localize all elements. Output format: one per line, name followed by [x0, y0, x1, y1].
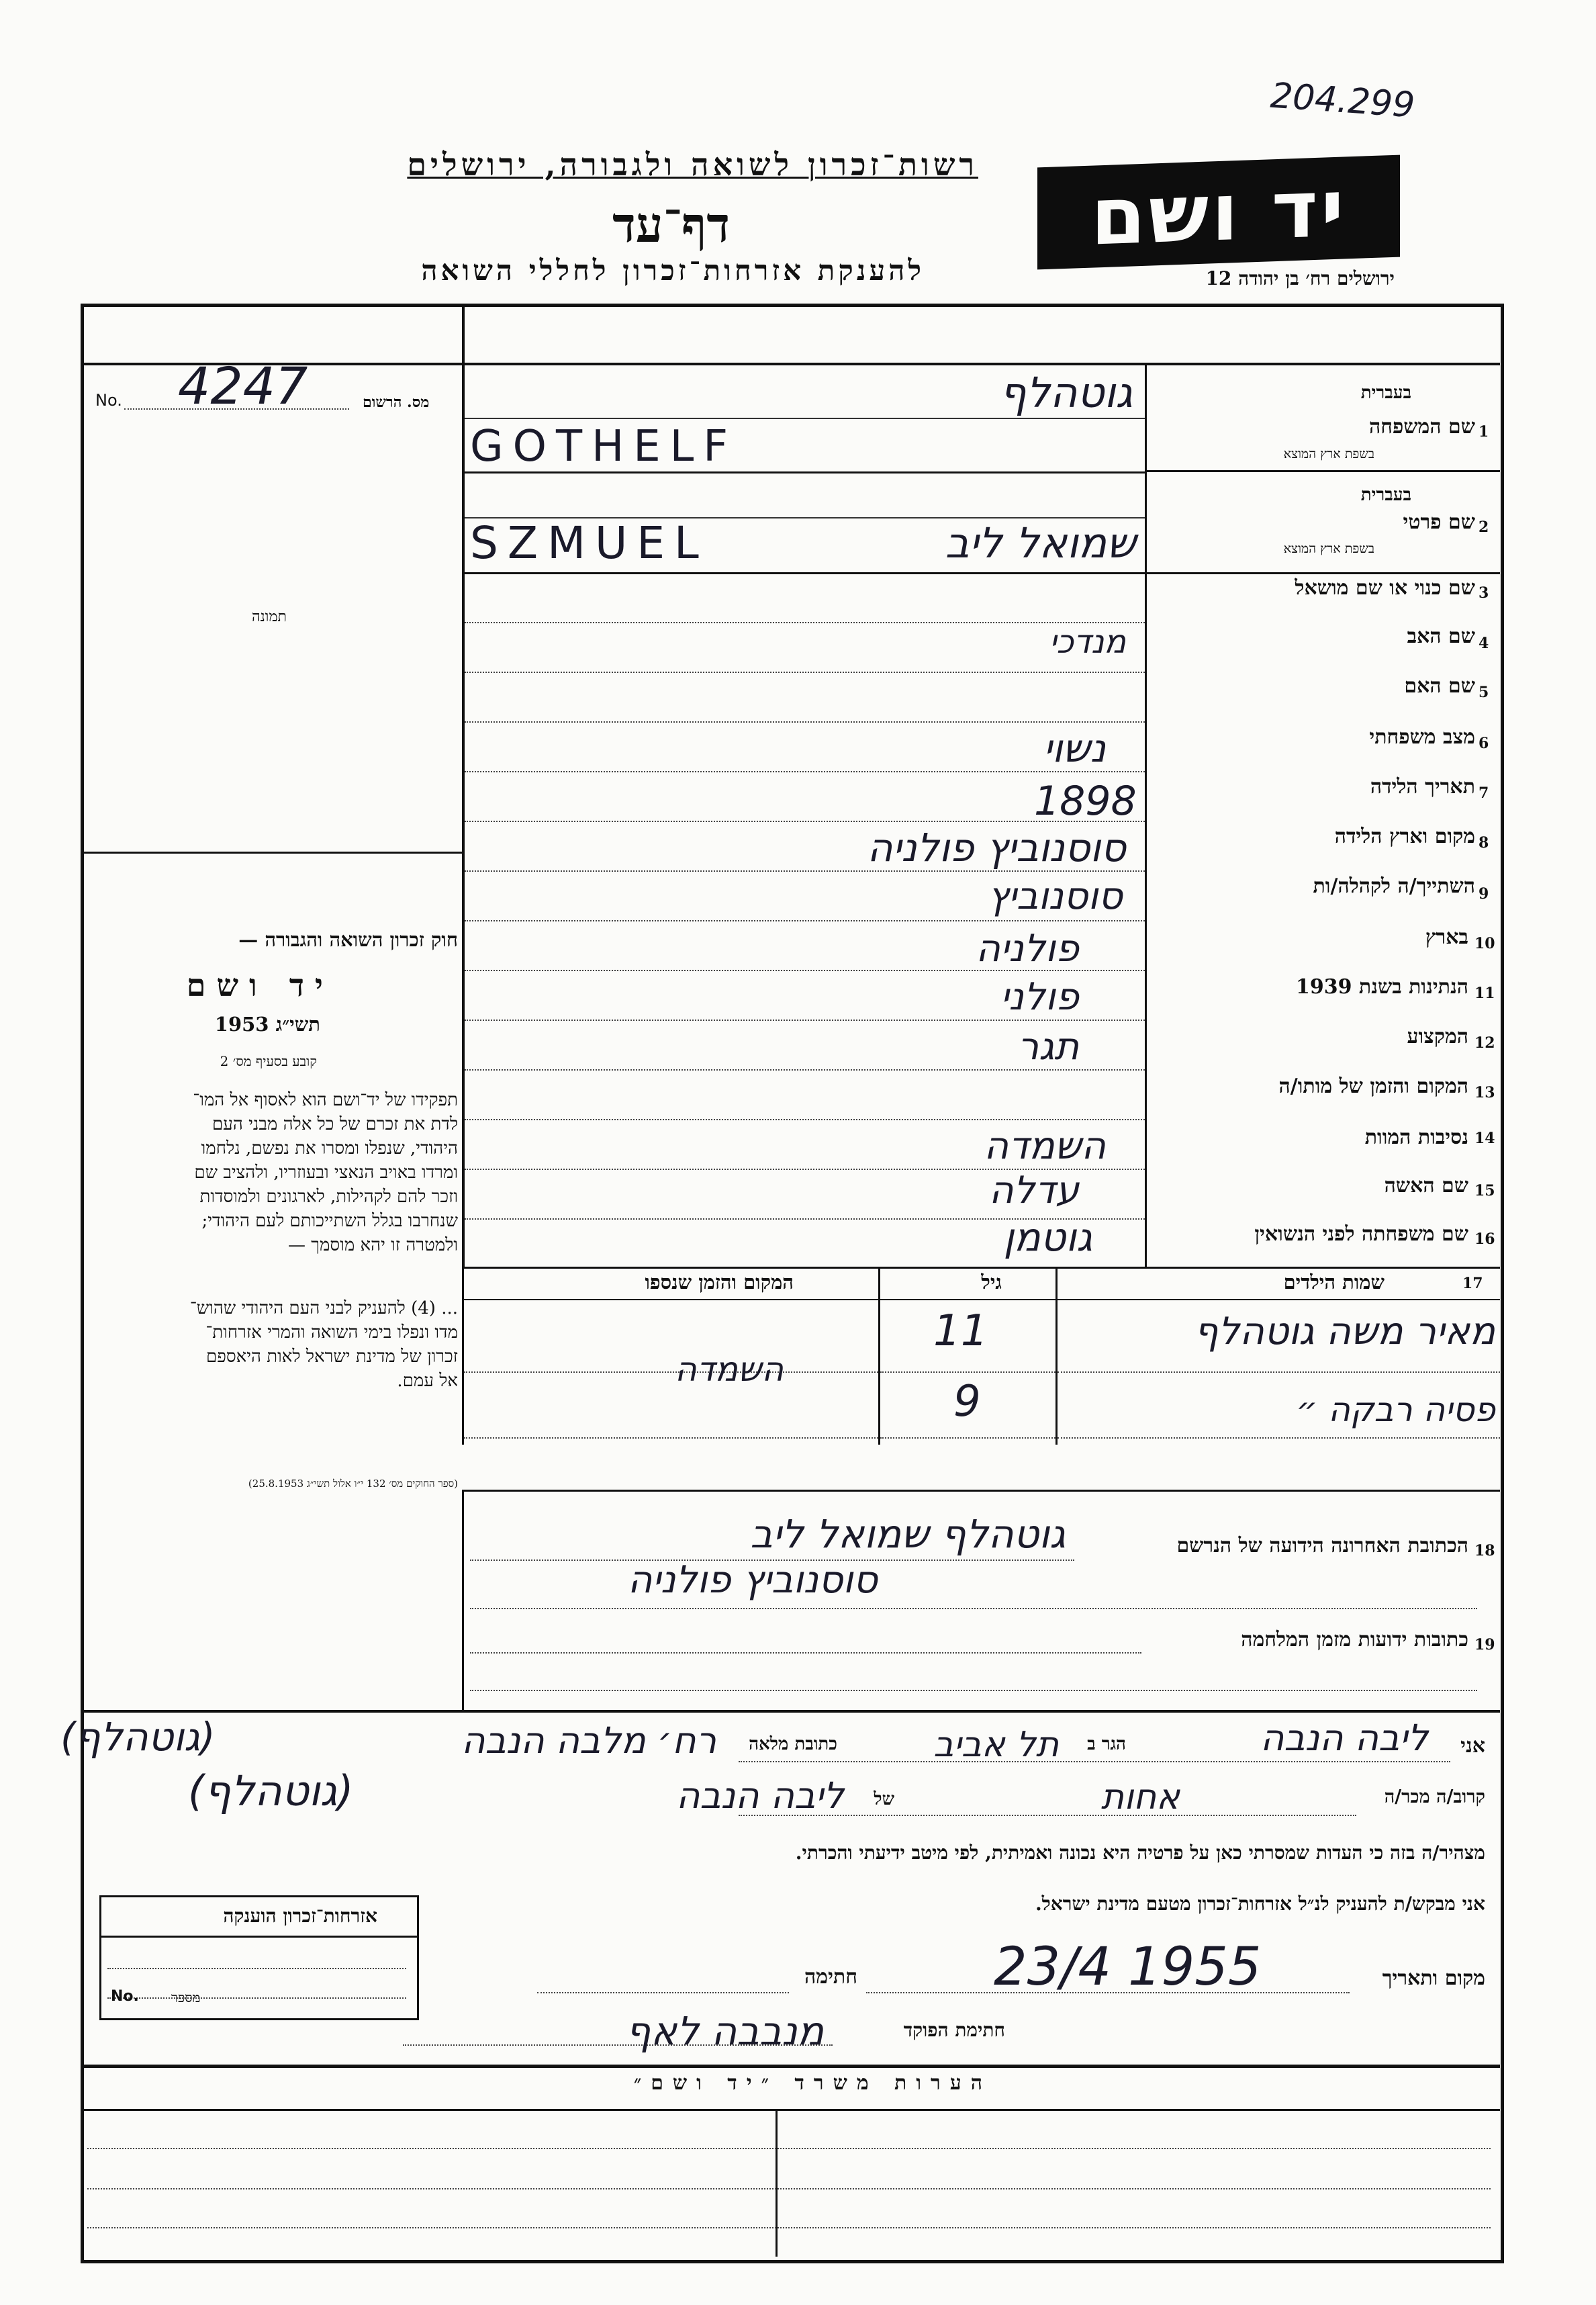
margin-note-2: (גוטהלף) — [188, 1766, 354, 1815]
field-1-sub-hebrew: בעברית — [1360, 383, 1411, 403]
form-title: דף־עד — [612, 196, 730, 253]
address-last-line-1: גוטהלף שמואל ליב — [750, 1511, 1066, 1557]
law-paragraph-2: ... (4) להעניק לבני העם היהודי שהוש־ מדו ונפלו בימי השואה והמרי אזרחות־ זכרון של מדינת ישראל לאות היאספם אל עמם. — [189, 1298, 458, 1391]
field-10-number: 10 — [1474, 935, 1495, 952]
field-11-number: 11 — [1474, 985, 1495, 1002]
address-war-label: כתובות ידועות מזמן המלחמה — [1241, 1628, 1468, 1652]
field-16-number: 16 — [1474, 1230, 1495, 1248]
law-paragraph-1: תפקידו של יד־ושם הוא לאסוף אל המו־ לדת את זכרם של כל אלה מבני העם היהודי, שנפלו ומסרו את נפשם, נלחמו ומרדו באויב הנאצי ובעוזריו, ולהציב שם וזכר להם לקהילות, לארגונים ולמוסדות שנחרבו בגלל השתייכותם לעם היהודי; ולמטרה זו יהא מוסמך — — [193, 1090, 458, 1255]
declarant-name: ליבה הנבה — [1260, 1717, 1428, 1759]
field-6-number: 6 — [1478, 735, 1489, 752]
law-clause: קובע בסעיף מס׳ 2 — [220, 1053, 317, 1069]
declarant-full-address: רח׳ מלבה הנבה — [461, 1719, 716, 1762]
field-15-number: 15 — [1474, 1182, 1495, 1200]
registration-number: 4247 — [178, 356, 308, 416]
father-name-value: מנדכי — [1049, 623, 1126, 661]
law-heading: חוק זכרון השואה והגבורה — — [238, 928, 458, 951]
address-last-label: הכתובת האחרונה הידועה של הנרשם — [1176, 1534, 1468, 1557]
death-circumstances-value: השמדה — [984, 1124, 1106, 1168]
given-name-origin-value: SZMUEL — [470, 517, 708, 569]
form-subtitle: להענקת אזרחות־זכרון לחללי השואה — [421, 254, 925, 287]
logo-text: יד ושם — [1090, 161, 1347, 263]
field-4-number: 4 — [1478, 635, 1489, 652]
children-col-age: גיל — [981, 1271, 1002, 1294]
declaration-date: 23/4 1955 — [994, 1937, 1262, 1997]
field-8-label: מקום וארץ הלידה — [1334, 825, 1475, 848]
corner-number: 204.299 — [1269, 75, 1416, 126]
officer-signature: מנבבה לאף — [626, 2008, 824, 2054]
law-year: תשי״ג 1953 — [214, 1013, 320, 1036]
field-2-label: שם פרטי — [1403, 510, 1475, 534]
nationality-1939-value: פולני — [1000, 975, 1079, 1019]
logo-address: ירושלים רח׳ בן יהודה 12 — [1205, 267, 1395, 289]
children-field-number: 17 — [1462, 1275, 1483, 1292]
law-citation: (ספר החוקים מס׳ 132 י״ו אלול תשי״ג 25.8.1953) — [248, 1478, 458, 1490]
address-war-number: 19 — [1474, 1636, 1495, 1654]
surname-hebrew-value: גוטהלף — [999, 368, 1133, 417]
citizenship-number-prefix: No. — [111, 1988, 139, 2005]
field-14-number: 14 — [1474, 1130, 1495, 1147]
full-address-label: כתובת מלאה — [749, 1734, 837, 1754]
citizenship-box-title: אזרחות־זכרון הוענקה — [223, 1905, 377, 1927]
declaration-resides-label: הגר ב — [1087, 1734, 1126, 1754]
place-date-label: מקום ותאריך — [1382, 1967, 1485, 1990]
address-last-line-2: סוסנוביץ פולניה — [627, 1558, 878, 1602]
relation-label: קרוב/ה מכר/ה — [1384, 1787, 1485, 1807]
field-8-number: 8 — [1478, 834, 1489, 852]
address-last-number: 18 — [1474, 1542, 1495, 1560]
field-3-label: שם כנוי או שם מושאל — [1295, 576, 1475, 600]
photo-label: תמונה — [252, 608, 287, 625]
authority-title: רשות־זכרון לשואה ולגבורה, ירושלים — [407, 146, 978, 183]
child-1-name: מאיר משה גוטהלף — [1194, 1310, 1495, 1353]
given-name-hebrew-value: שמואל ליב — [945, 518, 1136, 568]
declarant-city: תל אביב — [933, 1725, 1059, 1765]
children-col-names: שמות הילדים — [1283, 1271, 1384, 1294]
declaration-request: אני מבקש/ת להעניק לנ״ל אזרחות־זכרון מטעם מדינת ישראל. — [1035, 1893, 1485, 1915]
children-death-place: השמדה — [674, 1350, 784, 1389]
field-2-sub-hebrew: בעברית — [1360, 485, 1411, 505]
field-9-label: השתייך/ה לקהלה/ות — [1313, 874, 1475, 898]
yad-vashem-logo — [1037, 155, 1400, 270]
margin-note-1: (גוטהלף) — [60, 1714, 216, 1760]
law-name: יד ושם — [186, 967, 334, 1003]
marital-status-value: נשוי — [1043, 725, 1106, 771]
field-10-label: בארץ — [1425, 925, 1468, 949]
relation-value: אחות — [1100, 1777, 1180, 1817]
birth-date-value: 1898 — [1034, 778, 1137, 825]
field-14-label: נסיבות המוות — [1364, 1126, 1468, 1149]
field-1-sub-origin: בשפת ארץ המוצא — [1283, 447, 1374, 461]
field-2-number: 2 — [1478, 518, 1489, 536]
child-1-age: 11 — [933, 1306, 988, 1356]
field-13-number: 13 — [1474, 1084, 1495, 1101]
field-5-number: 5 — [1478, 684, 1489, 701]
child-2-age: 9 — [953, 1377, 981, 1427]
field-13-label: המקום והזמן של מותו/ה — [1278, 1075, 1468, 1098]
field-12-number: 12 — [1474, 1034, 1495, 1052]
citizenship-number-label: מספר — [171, 1989, 201, 2005]
wife-maiden-name-value: גוטמן — [1003, 1214, 1092, 1260]
officer-signature-label: חתימת הפוקד — [903, 2019, 1005, 2041]
signature-label: חתימה — [804, 1965, 857, 1989]
community-value: סוסנוביץ — [988, 874, 1123, 918]
field-7-number: 7 — [1478, 784, 1489, 802]
field-16-label: שם משפחתה לפני הנשואין — [1254, 1222, 1468, 1246]
declaration-statement: מצהיר/ה בזה כי העדות שמסרתי כאן על פרטיה היא נכונה ואמיתית, לפי מיטב ידיעתי והכרתי. — [795, 1842, 1485, 1864]
field-1-label: שם המשפחה — [1368, 415, 1475, 439]
field-6-label: מצב משפחתי — [1369, 725, 1475, 749]
surname-origin-value: GOTHELF — [470, 422, 738, 471]
of-name-value: ליבה הנבה — [676, 1774, 844, 1817]
field-4-label: שם האב — [1407, 625, 1475, 648]
wife-name-value: עדלה — [988, 1169, 1079, 1212]
field-12-label: המקצוע — [1407, 1025, 1468, 1048]
field-11-label: הנתינות בשנת 1939 — [1295, 975, 1468, 999]
field-9-number: 9 — [1478, 885, 1489, 903]
profession-value: תגר — [1017, 1025, 1079, 1069]
field-2-sub-origin: בשפת ארץ המוצא — [1283, 541, 1374, 556]
registration-label: מס. הרשום — [363, 394, 430, 411]
field-5-label: שם האם — [1404, 674, 1475, 698]
declaration-ani: אני — [1460, 1734, 1485, 1758]
field-3-number: 3 — [1478, 584, 1489, 602]
country-value: פולניה — [976, 927, 1079, 970]
of-label: של — [874, 1789, 894, 1809]
field-1-number: 1 — [1478, 423, 1489, 441]
child-2-name: פסיה רבקה ״ — [1296, 1390, 1495, 1429]
office-notes-heading: הערות משרד ״יד ושם״ — [633, 2071, 992, 2095]
registration-prefix: No. — [95, 391, 122, 410]
children-col-place: המקום והזמן שנספו — [645, 1271, 794, 1294]
field-7-label: תאריך הלידה — [1370, 775, 1475, 799]
birth-place-value: סוסנוביץ פולניה — [867, 825, 1126, 870]
field-15-label: שם האשה — [1384, 1174, 1468, 1197]
